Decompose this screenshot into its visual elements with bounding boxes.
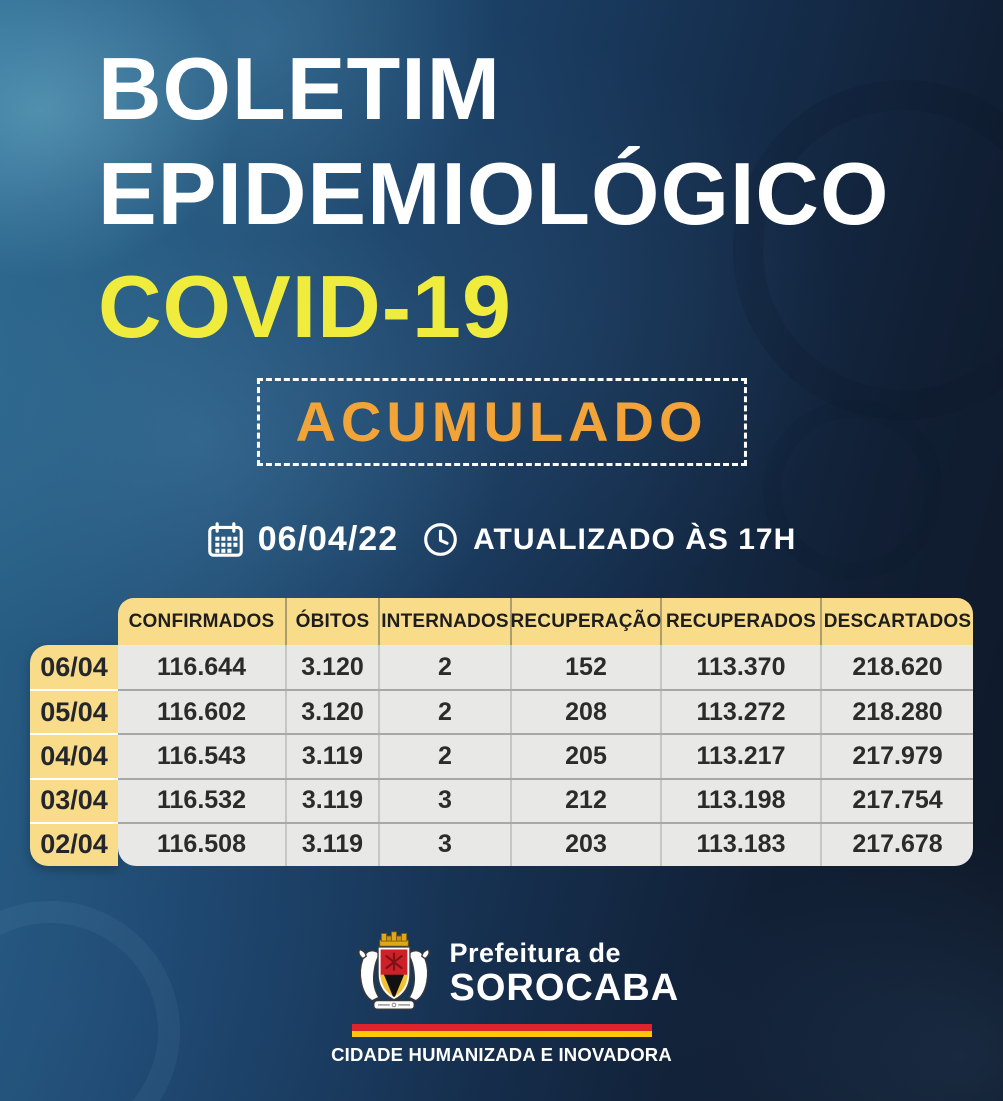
cell-obitos: 3.119: [285, 780, 378, 822]
table-row: [118, 645, 973, 689]
page-title: [98, 36, 889, 359]
table-header-row: [118, 598, 973, 645]
cell-confirmados: 116.644: [157, 652, 246, 681]
org-name: [450, 938, 680, 1008]
city-hall-footer: [331, 930, 680, 1066]
table-row: [118, 778, 973, 822]
cell-confirmados: 116.602: [157, 697, 246, 726]
cell-descartados: 218.620: [820, 645, 973, 689]
row-date: 06/04: [40, 651, 108, 682]
table-row: [118, 689, 973, 733]
cell-confirmados: 116.532: [157, 786, 246, 815]
column-header-internados: INTERNADOS: [378, 598, 510, 645]
cell-recuperacao: 205: [510, 735, 660, 777]
title-line-epidemiologico: EPIDEMIOLÓGICO: [98, 144, 890, 243]
cell-recuperados: 113.217: [660, 735, 820, 777]
cell-internados: 3: [378, 824, 510, 866]
org-name-line2: SOROCABA: [449, 967, 680, 1009]
accumulated-badge-label: ACUMULADO: [295, 390, 708, 453]
brand-color-bar: [352, 1024, 652, 1037]
cell-internados: 3: [378, 780, 510, 822]
table-body: [118, 645, 973, 866]
clock-icon: [422, 521, 459, 558]
cell-obitos: 3.120: [285, 645, 378, 689]
column-header-obitos: ÓBITOS: [285, 598, 378, 645]
cell-descartados: 217.754: [820, 780, 973, 822]
cell-recuperados: 113.198: [660, 780, 820, 822]
cell-obitos: 3.120: [285, 691, 378, 733]
cell-recuperados: 113.272: [660, 691, 820, 733]
column-header-confirmados: CONFIRMADOS: [128, 610, 275, 632]
cell-recuperados: 113.183: [660, 824, 820, 866]
cell-internados: 2: [378, 691, 510, 733]
bulletin-date: 06/04/22: [257, 520, 399, 558]
covid-data-table: [30, 598, 973, 866]
cell-internados: 2: [378, 645, 510, 689]
sorocaba-coat-of-arms-icon: [352, 930, 436, 1016]
column-header-recuperados: RECUPERADOS: [660, 598, 820, 645]
column-header-recuperacao: RECUPERAÇÃO: [510, 598, 660, 645]
table-row: [118, 733, 973, 777]
cell-recuperacao: 152: [510, 645, 660, 689]
cell-confirmados: 116.508: [157, 830, 246, 859]
cell-confirmados: 116.543: [157, 741, 246, 770]
org-name-line1: Prefeitura de: [449, 938, 622, 968]
cell-descartados: 217.678: [820, 824, 973, 866]
row-date: 04/04: [30, 733, 118, 777]
cell-recuperacao: 203: [510, 824, 660, 866]
cell-obitos: 3.119: [285, 824, 378, 866]
cell-recuperacao: 208: [510, 691, 660, 733]
date-update-row: [0, 520, 1003, 559]
row-date: 03/04: [30, 778, 118, 822]
updated-time: ATUALIZADO ÀS 17H: [473, 522, 797, 556]
cell-descartados: 217.979: [820, 735, 973, 777]
cell-recuperados: 113.370: [660, 645, 820, 689]
calendar-icon: [207, 521, 244, 558]
table-grid: [118, 598, 973, 866]
row-date: 02/04: [30, 822, 118, 866]
table-row: [118, 822, 973, 866]
cell-descartados: 218.280: [820, 691, 973, 733]
date-row-labels: [30, 645, 118, 866]
title-line-boletim: BOLETIM: [98, 39, 501, 138]
cell-recuperacao: 212: [510, 780, 660, 822]
row-date: 05/04: [30, 689, 118, 733]
column-header-descartados: DESCARTADOS: [820, 598, 973, 645]
virus-ring-decoration: [0, 901, 180, 1101]
brand-row: [352, 930, 680, 1016]
accumulated-badge: [256, 378, 746, 466]
cell-internados: 2: [378, 735, 510, 777]
cell-obitos: 3.119: [285, 735, 378, 777]
title-line-covid19: COVID-19: [98, 257, 512, 356]
city-tagline: CIDADE HUMANIZADA E INOVADORA: [331, 1044, 672, 1065]
